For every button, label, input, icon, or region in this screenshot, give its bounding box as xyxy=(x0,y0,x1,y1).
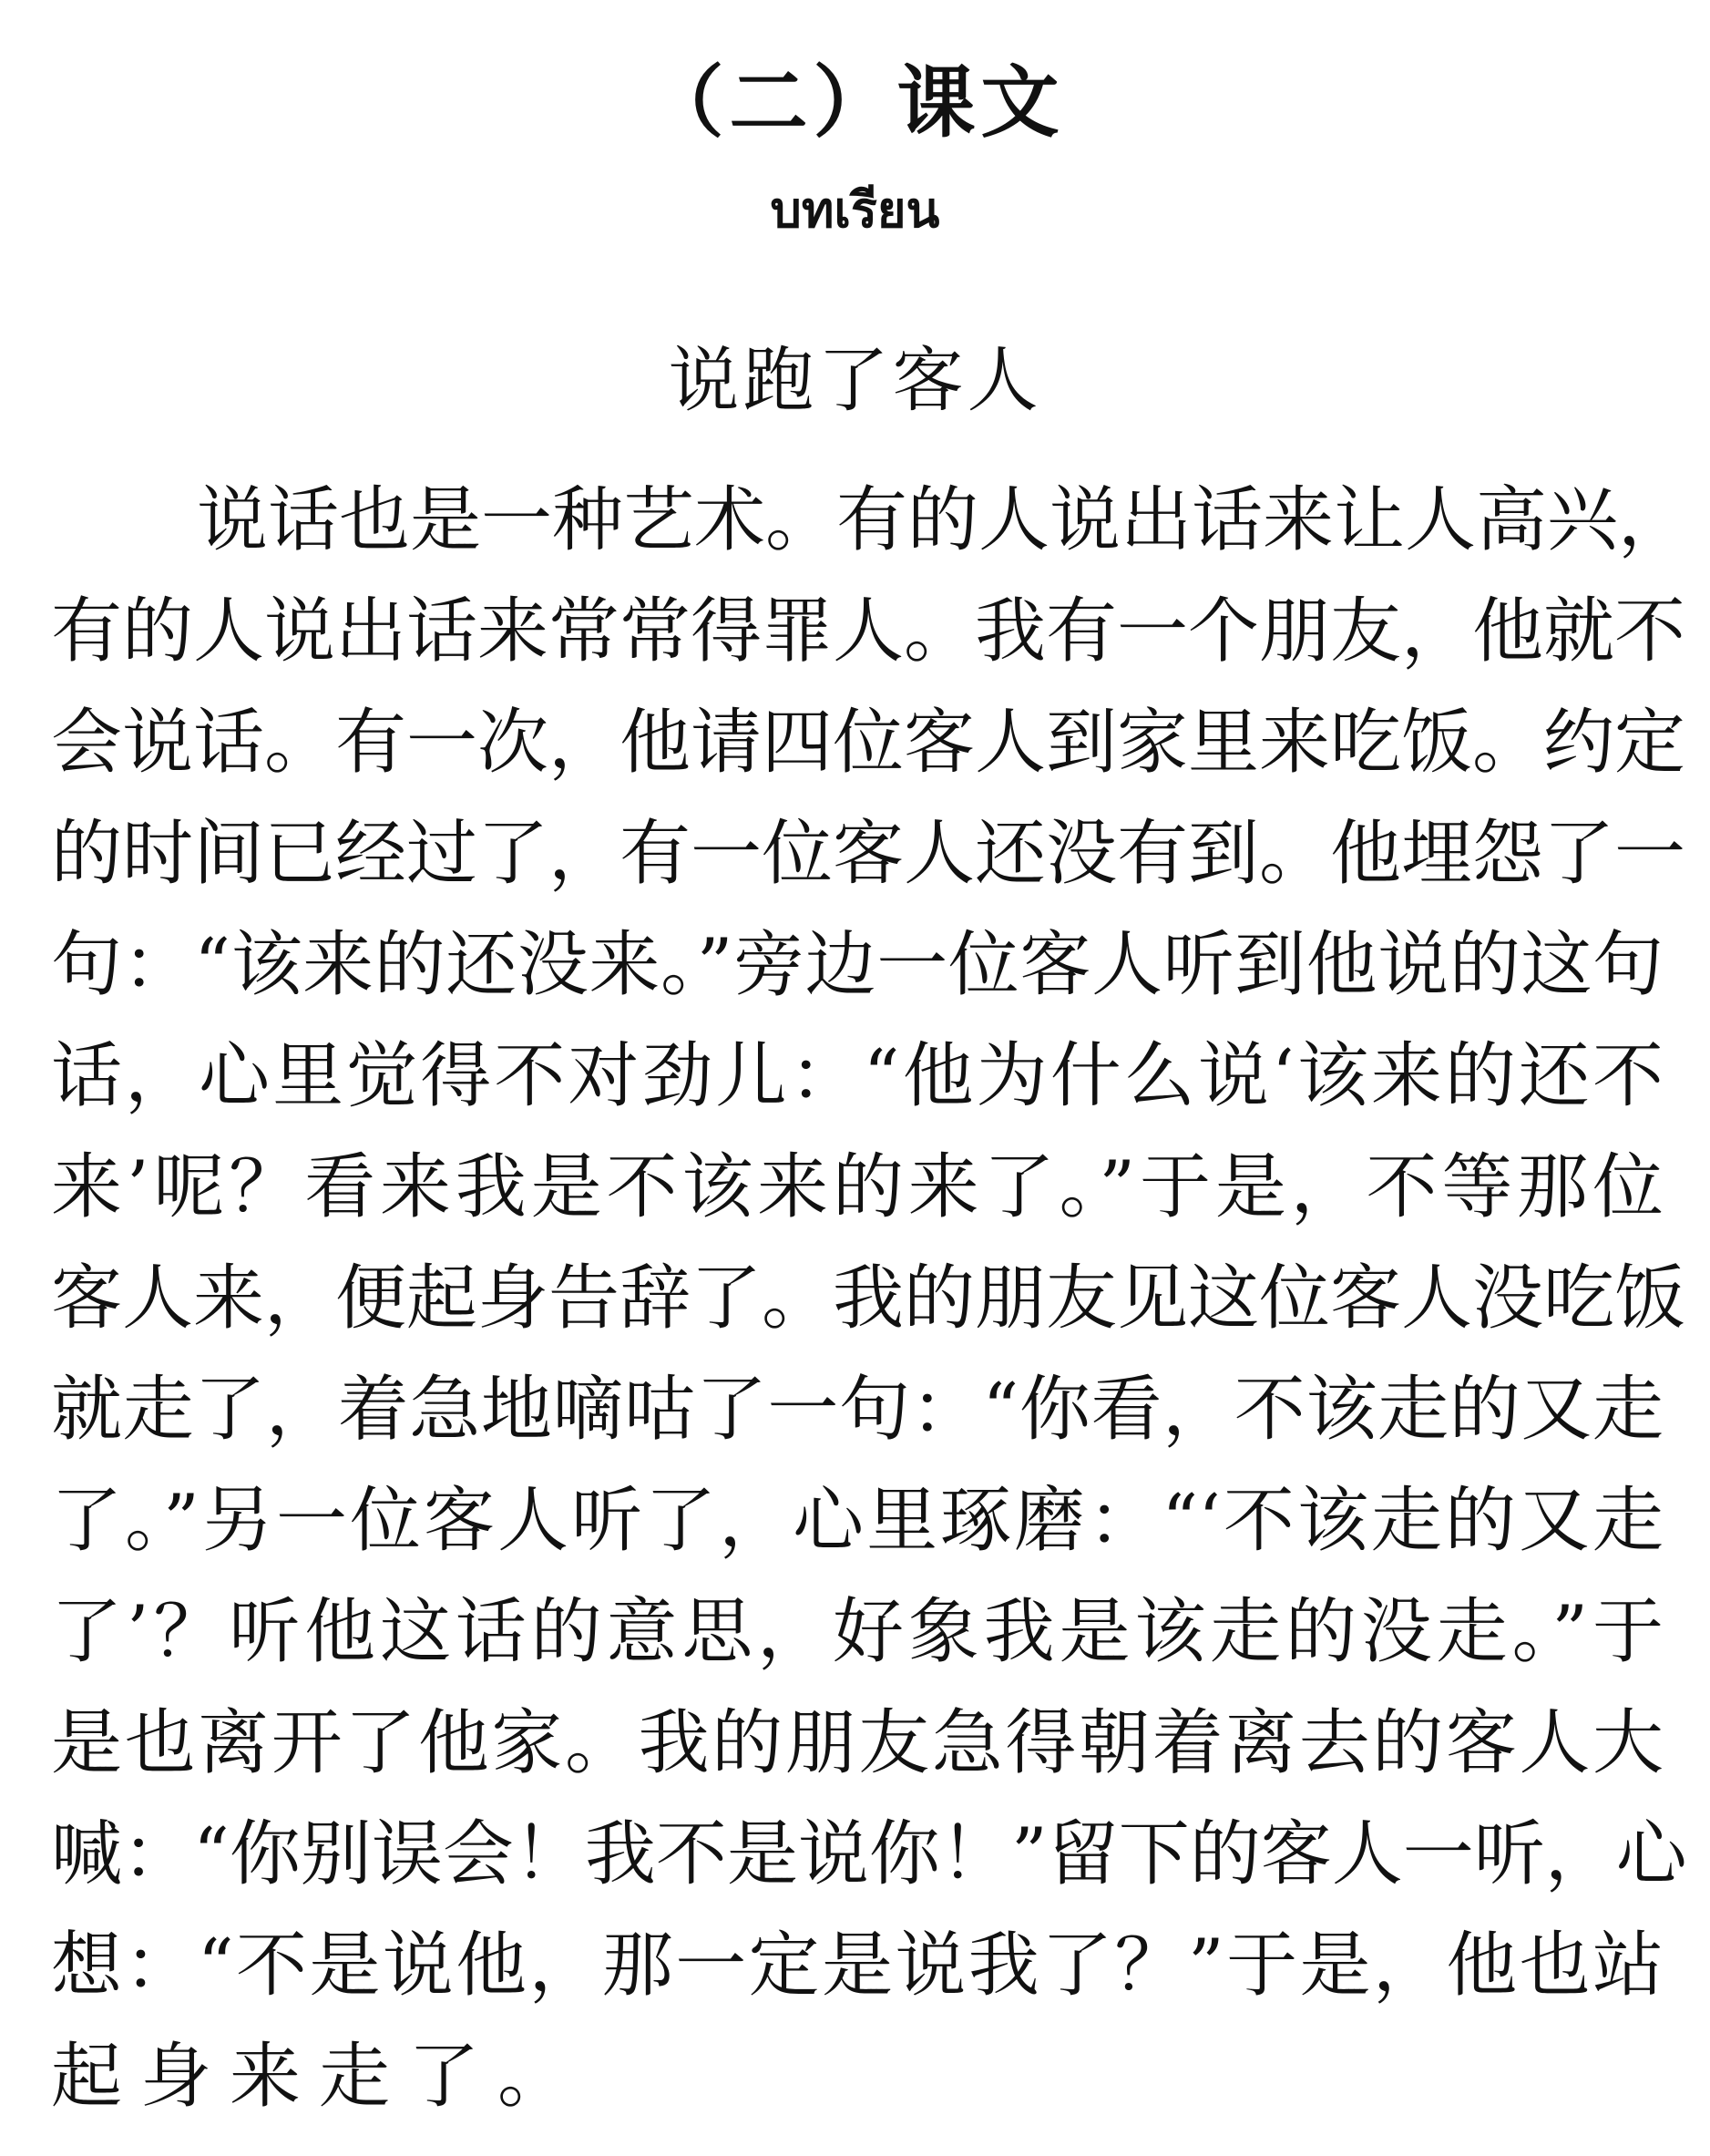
text-line: 有的人说出话来常常得罪人。我有一个朋友，他就不 xyxy=(51,590,1686,672)
text-line: 客人来，便起身告辞了。我的朋友见这位客人没吃饭 xyxy=(51,1258,1686,1340)
text-line: 句：“该来的还没来。”旁边一位客人听到他说的这句 xyxy=(51,924,1664,1006)
text-line: 想：“不是说他，那一定是说我了？”于是，他也站 xyxy=(51,1925,1664,2007)
text-line: 来’呢？看来我是不该来的来了。”于是，不等那位 xyxy=(51,1146,1664,1228)
text-line: 起身来走了。 xyxy=(51,2036,588,2118)
text-line: 的时间已经过了，有一位客人还没有到。他埋怨了一 xyxy=(51,813,1686,895)
text-line: 说话也是一种艺术。有的人说出话来让人高兴， xyxy=(197,479,1690,561)
lesson-title: 说跑了客人 xyxy=(668,340,1042,422)
text-line: 会说话。有一次，他请四位客人到家里来吃饭。约定 xyxy=(51,702,1686,784)
text-line: 就走了，着急地嘀咕了一句：“你看，不该走的又走 xyxy=(51,1369,1664,1451)
section-subheading: บทเรียน xyxy=(770,181,940,239)
text-line: 话，心里觉得不对劲儿：“他为什么说‘该来的还不 xyxy=(51,1035,1664,1117)
lesson-body xyxy=(51,465,1690,2132)
section-heading: （二）课文 xyxy=(645,56,1065,149)
text-line: 喊：“你别误会！我不是说你！”留下的客人一听，心 xyxy=(51,1813,1687,1895)
text-line: 是也离开了他家。我的朋友急得朝着离去的客人大 xyxy=(51,1702,1664,1784)
text-line: 了’？听他这话的意思，好象我是该走的没走。”于 xyxy=(51,1591,1664,1673)
text-line: 了。”另一位客人听了，心里琢磨：“‘不该走的又走 xyxy=(51,1480,1664,1562)
